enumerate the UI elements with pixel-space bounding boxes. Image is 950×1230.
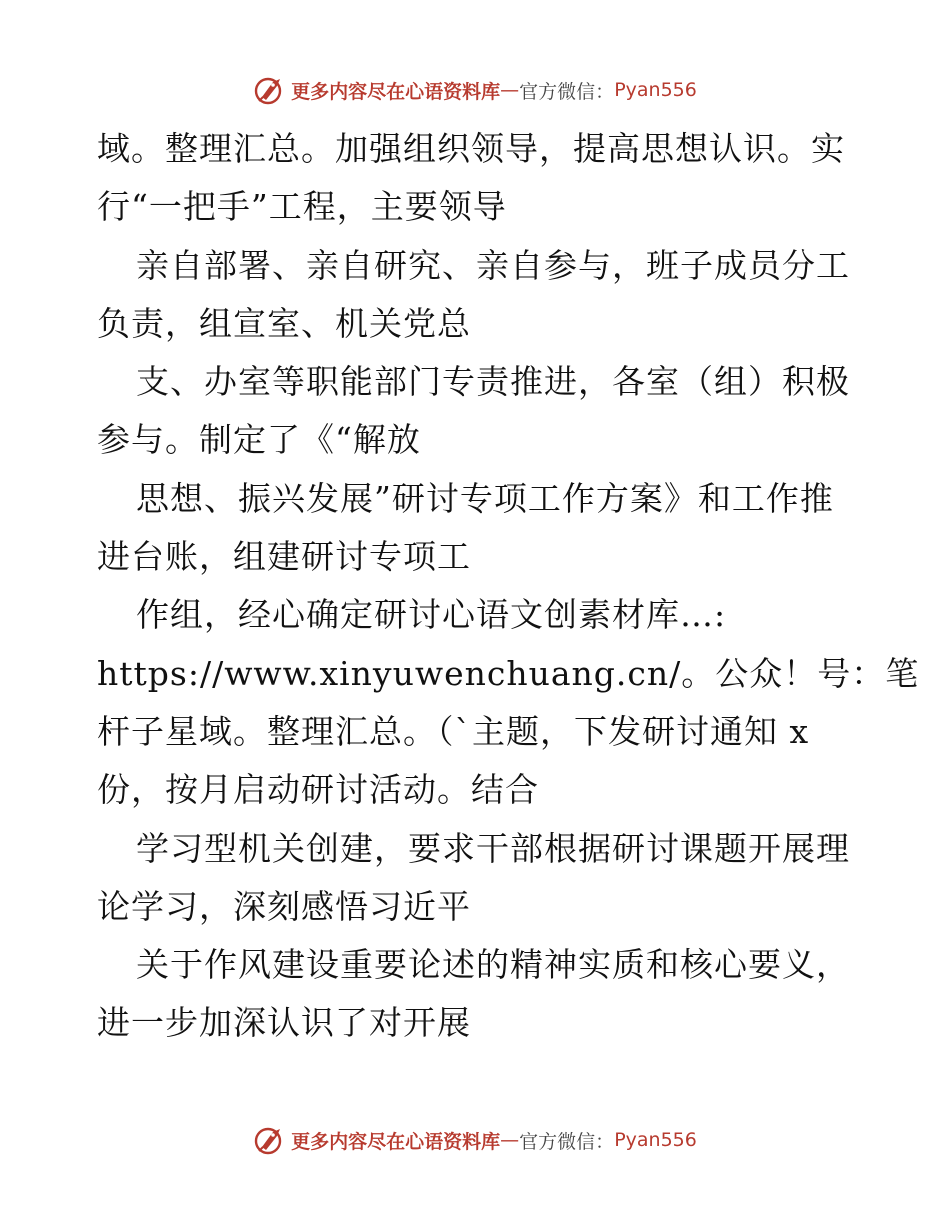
body-text-line: 域。整理汇总。加强组织领导，提高思想认识。实 (97, 129, 845, 168)
body-text-line: 关于作风建设重要论述的精神实质和核心要义， (136, 945, 850, 985)
body-text-line: 思想、振兴发展”研讨专项工作方案》和工作推 (136, 478, 834, 518)
body-text-line: 进一步加深认识了对开展 (97, 1003, 471, 1043)
body-text-line: 作组，经心确定研讨心语文创素材库…: (136, 595, 727, 635)
body-text-line: https://www.xinyuwenchuang.cn/。公众！号：笔 (97, 653, 920, 693)
body-text-line: 支、办室等职能部门专责推进，各室（组）积极 (136, 362, 850, 402)
banner-handle: Pyan556 (614, 79, 697, 101)
body-text-line: 行“一把手”工程，主要领导 (97, 187, 507, 227)
body-text-line: 亲自部署、亲自研究、亲自参与，班子成员分工 (136, 245, 850, 285)
body-text-line: 论学习，深刻感悟习近平 (97, 886, 471, 926)
banner-handle: Pyan556 (614, 1129, 697, 1151)
pen-nib-logo-icon (253, 73, 287, 107)
body-text-line: 进台账，组建研讨专项工 (97, 537, 471, 577)
banner-label: 官方微信： (519, 1130, 615, 1153)
header-banner (0, 70, 950, 110)
document-body (97, 120, 920, 1053)
body-text-line: 参与。制定了《“解放 (97, 420, 421, 460)
pen-nib-logo-icon (253, 1123, 287, 1157)
banner-dash: — (500, 79, 520, 101)
body-text-line: 份，按月启动研讨活动。结合 (97, 770, 539, 810)
body-text-line: 学习型机关创建，要求干部根据研讨课题开展理 (136, 828, 850, 868)
body-text-line: 负责，组宣室、机关党总 (97, 303, 471, 343)
banner-lead-text: 更多内容尽在心语资料库 (291, 1130, 501, 1153)
footer-banner (0, 1120, 950, 1160)
banner-label: 官方微信： (519, 80, 615, 103)
body-text-line: 杆子星域。整理汇总。（`主题，下发研讨通知 x (97, 711, 810, 751)
banner-lead-text: 更多内容尽在心语资料库 (291, 80, 501, 103)
banner-dash: — (500, 1129, 520, 1151)
